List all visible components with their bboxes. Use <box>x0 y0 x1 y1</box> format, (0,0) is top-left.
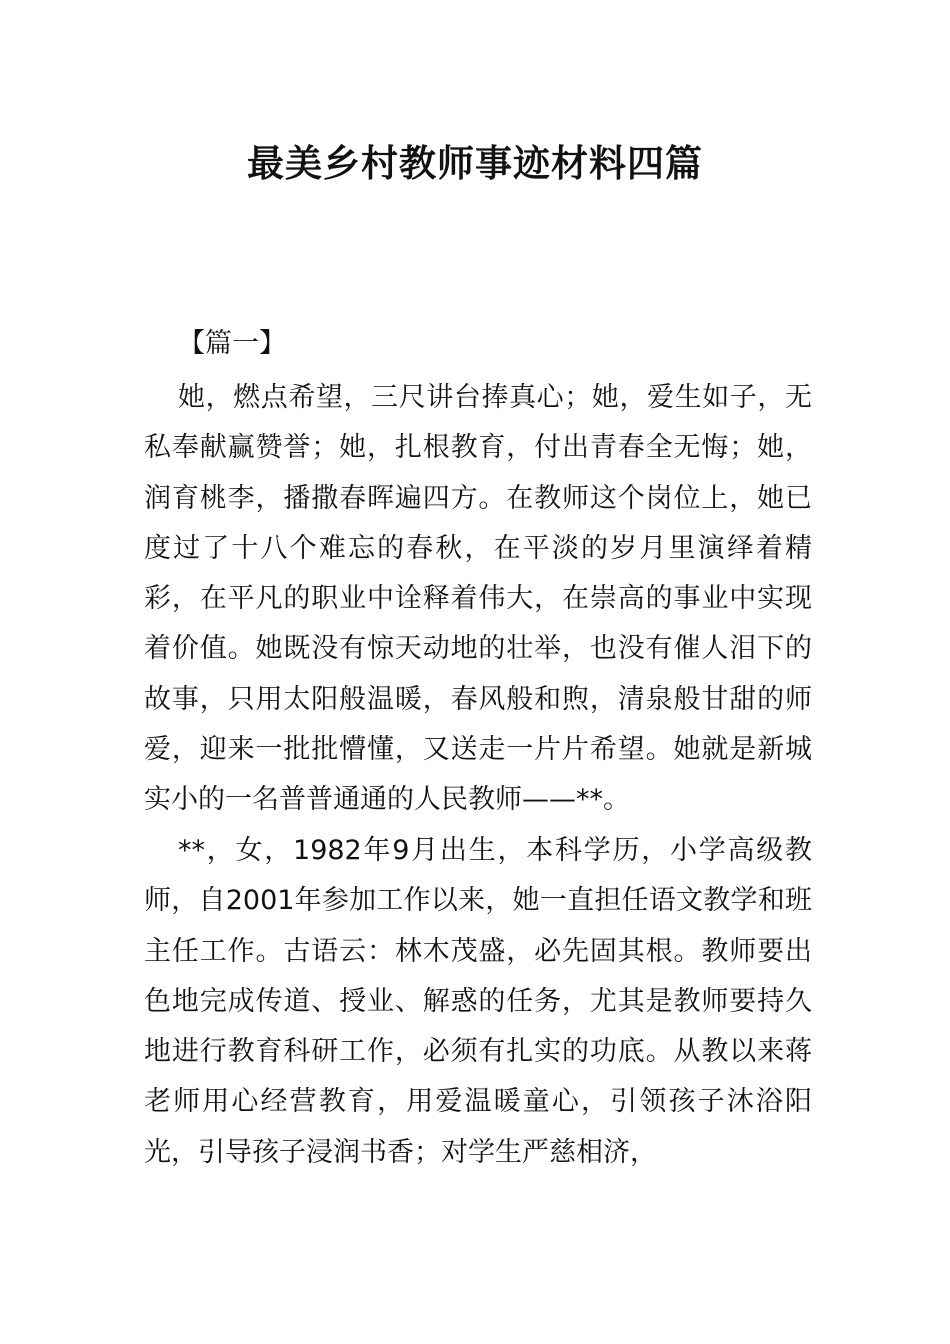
paragraph-1: 她，燃点希望，三尺讲台捧真心；她，爱生如子，无私奉献赢赞誉；她，扎根教育，付出青春全无悔；她，润育桃李，播撒春晖遍四方。在教师这个岗位上，她已度过了十八个难忘的春秋，在平淡的岁月里演绎着精彩，在平凡的职业中诠释着伟大，在崇高的事业中实现着价值。她既没有惊天动地的壮举，也没有催人泪下的故事，只用太阳般温暖，春风般和煦，清泉般甘甜的师爱，迎来一批批懵懂，又送走一片片希望。她就是新城实小的一名普普通通的人民教师——**。 <box>144 382 812 816</box>
document-title: 最美乡村教师事迹材料四篇 <box>247 142 703 185</box>
paragraph-2: **，女，1982年9月出生，本科学历，小学高级教师，自2001年参加工作以来，她一直担任语文教学和班主任工作。古语云：林木茂盛，必先固其根。教师要出色地完成传道、授业、解惑的任务，尤其是教师要持久地进行教育科研工作，必须有扎实的功底。从教以来蒋老师用心经营教育，用爱温暖童心，引领孩子沐浴阳光，引导孩子浸润书香；对学生严慈相济， <box>144 835 812 1168</box>
section-heading: 【篇一】 <box>178 328 286 359</box>
